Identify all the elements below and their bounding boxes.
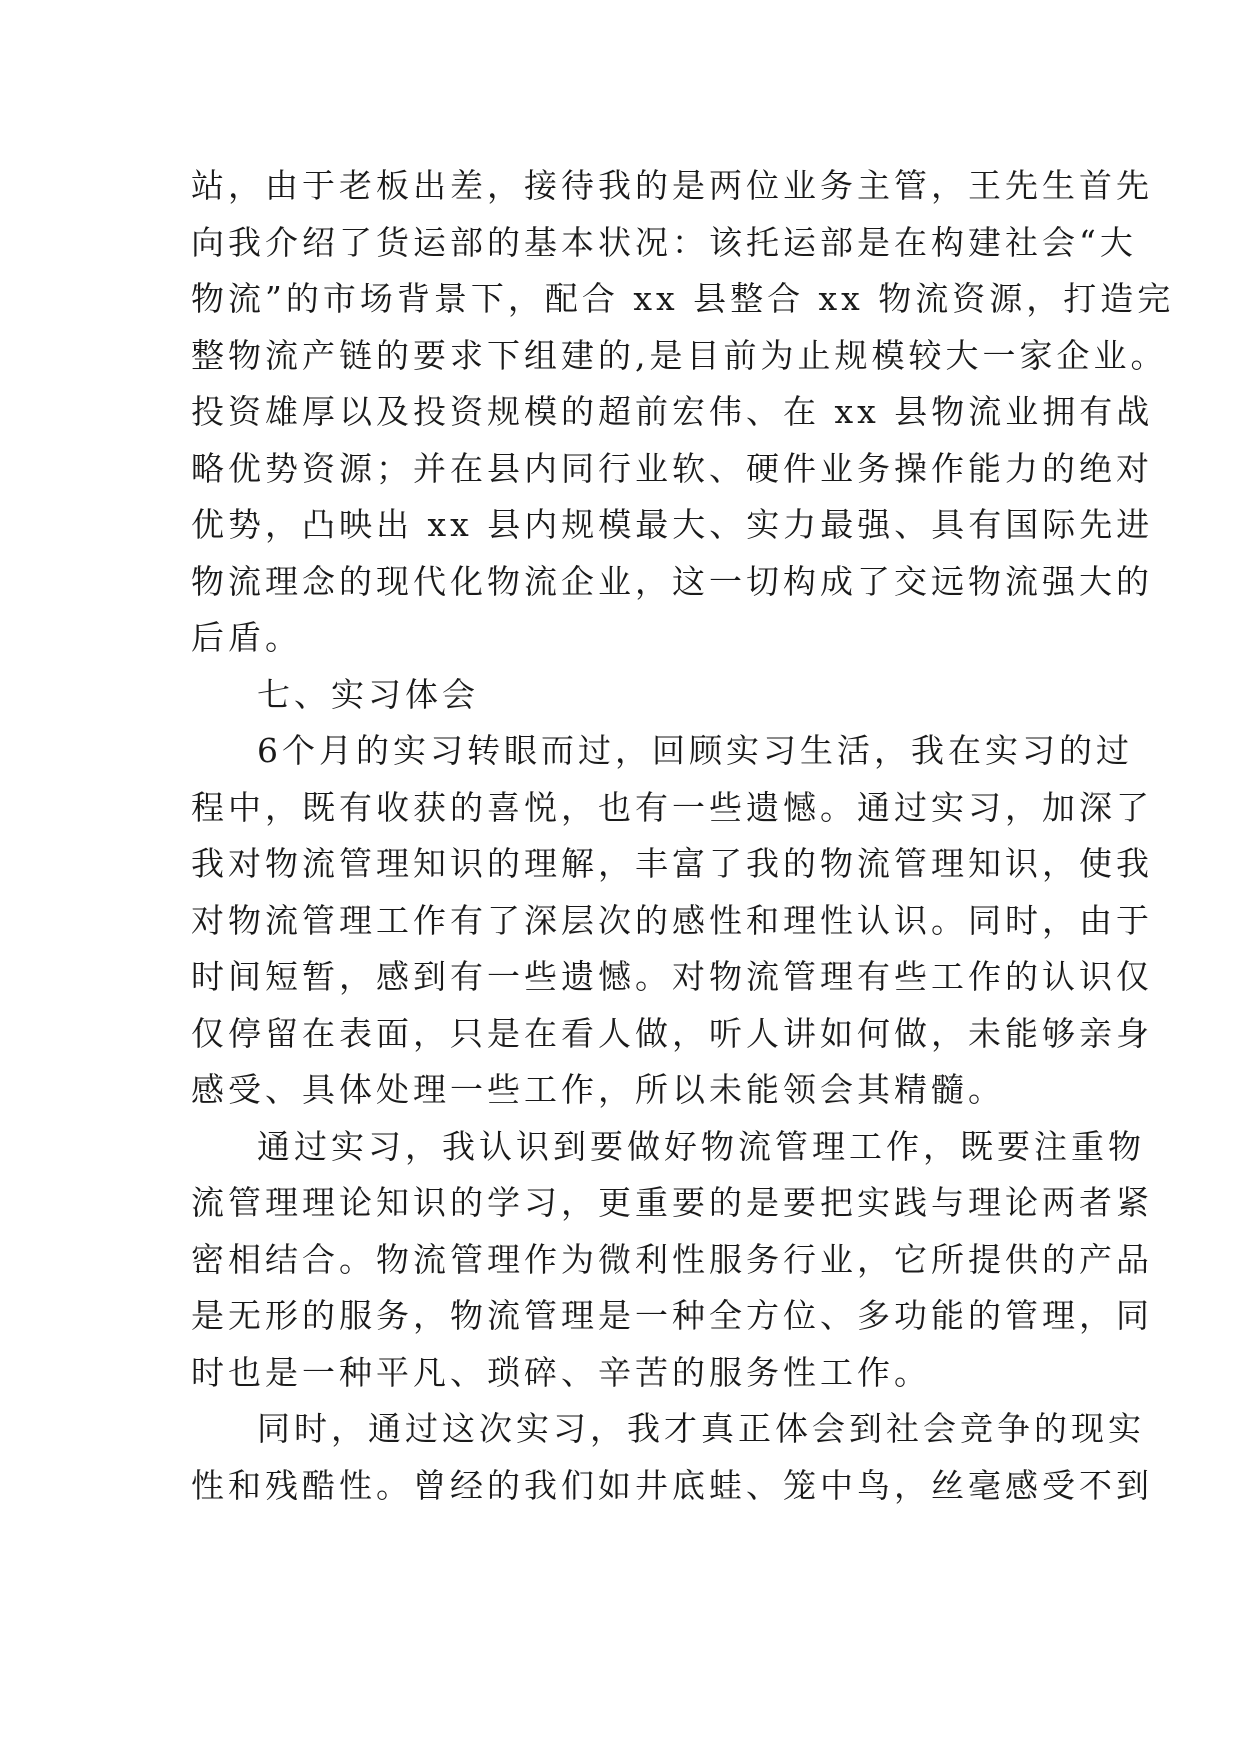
text-line: 向我介绍了货运部的基本状况：该托运部是在构建社会“大 (191, 222, 1137, 262)
text-line: 站，由于老板出差，接待我的是两位业务主管，王先生首先 (191, 166, 1153, 205)
document-body (191, 158, 1175, 1514)
paragraph-start-line: 6个月的实习转眼而过，回顾实习生活，我在实习的过 (257, 731, 1133, 770)
paragraph-start-line: 同时，通过这次实习，我才真正体会到社会竞争的现实 (257, 1409, 1145, 1448)
text-line: 性和残酷性。曾经的我们如井底蛙、笼中鸟，丝毫感受不到 (191, 1465, 1153, 1505)
text-line: 优势，凸映出 xx 县内规模最大、实力最强、具有国际先进 (191, 505, 1154, 544)
text-line: 仅停留在表面，只是在看人做，听人讲如何做，未能够亲身 (191, 1013, 1153, 1053)
text-line: 流管理理论知识的学习，更重要的是要把实践与理论两者紧 (191, 1183, 1153, 1222)
paragraph-start-line: 通过实习，我认识到要做好物流管理工作，既要注重物 (257, 1126, 1145, 1166)
text-line: 后盾。 (191, 618, 302, 657)
text-line: 投资雄厚以及投资规模的超前宏伟、在 xx 县物流业拥有战 (191, 392, 1154, 431)
text-line: 程中，既有收获的喜悦，也有一些遗憾。通过实习，加深了 (191, 787, 1153, 827)
text-line: 整物流产链的要求下组建的,是目前为止规模较大一家企业。 (191, 335, 1168, 375)
text-line: 物流理念的现代化物流企业，这一切构成了交远物流强大的 (191, 561, 1153, 601)
text-line: 感受、具体处理一些工作，所以未能领会其精髓。 (191, 1070, 1005, 1109)
text-line: 略优势资源；并在县内同行业软、硬件业务操作能力的绝对 (191, 448, 1153, 488)
text-line: 物流”的市场背景下，配合 xx 县整合 xx 物流资源，打造完 (191, 279, 1175, 318)
section-heading: 七、实习体会 (257, 674, 479, 714)
text-line: 是无形的服务，物流管理是一种全方位、多功能的管理，同 (191, 1296, 1153, 1335)
text-line: 对物流管理工作有了深层次的感性和理性认识。同时，由于 (191, 900, 1153, 940)
text-line: 时也是一种平凡、琐碎、辛苦的服务性工作。 (191, 1352, 931, 1392)
text-line: 密相结合。物流管理作为微利性服务行业，它所提供的产品 (191, 1239, 1153, 1279)
text-line: 时间短暂，感到有一些遗憾。对物流管理有些工作的认识仅 (191, 957, 1153, 996)
text-line: 我对物流管理知识的理解，丰富了我的物流管理知识，使我 (191, 844, 1153, 883)
